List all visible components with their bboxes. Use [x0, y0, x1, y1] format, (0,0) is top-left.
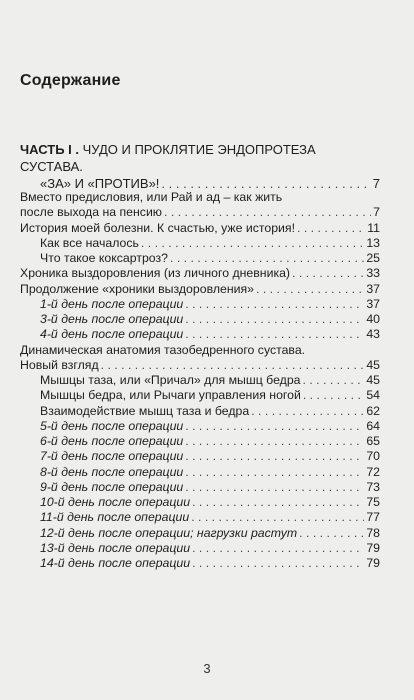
toc-entry-title: 12-й день после операции; нагрузки растут — [40, 525, 298, 540]
toc-entry-title: после выхода на пенсию — [20, 205, 163, 220]
toc-entry-page: 37 — [366, 281, 380, 296]
toc-entry-page: 64 — [366, 418, 380, 433]
toc-entry — [20, 404, 380, 419]
toc-entry-page: 43 — [366, 327, 380, 342]
leader-dots — [192, 556, 364, 570]
toc-entry — [20, 282, 380, 297]
leader-dots — [185, 312, 364, 326]
toc-entry — [20, 190, 380, 205]
part-one-heading — [20, 141, 380, 192]
leader-dots — [251, 404, 364, 418]
part-title-line-1 — [20, 141, 380, 175]
toc-entry — [20, 312, 380, 327]
toc-entry-page: 70 — [366, 449, 380, 464]
leader-dots — [185, 449, 364, 463]
toc-entry-title: 13-й день после операции — [40, 540, 191, 555]
toc-entry-title: Мышцы таза, или «Причал» для мышц бедра — [40, 373, 301, 387]
toc-entry — [20, 358, 380, 373]
toc-entry — [20, 419, 380, 434]
toc-entry-page: 11 — [367, 220, 380, 235]
leader-dots — [101, 358, 365, 372]
leader-dots — [303, 373, 365, 387]
toc-entry — [20, 541, 380, 556]
leader-dots — [185, 465, 364, 479]
leader-dots — [297, 221, 365, 235]
toc-entry — [20, 236, 380, 251]
toc-entry-page: 25 — [366, 251, 380, 265]
part-page: 7 — [372, 176, 380, 191]
leader-dots — [185, 419, 364, 433]
toc-entry-page: 45 — [366, 373, 380, 387]
part-title-text: ЧУДО И ПРОКЛЯТИЕ ЭНДОПРОТЕЗА СУСТАВА. — [20, 142, 316, 174]
toc-entry — [20, 495, 380, 510]
toc-entry-page: 40 — [366, 312, 380, 326]
toc-entry-page: 79 — [366, 556, 380, 570]
leader-dots — [256, 282, 364, 296]
leader-dots — [299, 526, 364, 540]
toc-entry-title: Динамическая анатомия тазобедренного сустава. — [20, 342, 306, 357]
toc-entry-title: 4-й день после операции — [40, 327, 184, 342]
toc-entry — [20, 327, 380, 342]
toc-entry-title: Хроника выздоровления (из личного дневника) — [20, 266, 291, 281]
toc-entry — [20, 221, 380, 236]
toc-entry-title: Как все началось — [40, 235, 139, 250]
toc-entry — [20, 388, 380, 403]
toc-entry — [20, 251, 380, 266]
toc-entry — [20, 510, 380, 525]
toc-entry-title: Мышцы бедра, или Рычаги управления ногой — [40, 388, 301, 403]
leader-dots — [170, 251, 364, 265]
leader-dots — [292, 266, 364, 280]
toc-entry-title: 8-й день после операции — [40, 464, 184, 479]
toc-entry-page: 78 — [366, 525, 380, 540]
toc-entry-title: 7-й день после операции — [40, 449, 184, 464]
toc-entry — [20, 526, 380, 541]
toc-entry-page: 45 — [366, 357, 380, 372]
toc-entry-title: 1-й день после операции — [40, 296, 184, 311]
toc-entry — [20, 373, 380, 388]
toc-entry-page: 37 — [366, 296, 380, 311]
page-number: 3 — [203, 661, 211, 676]
toc-entry-title: 10-й день после операции — [40, 495, 191, 509]
toc-entry — [20, 480, 380, 495]
leader-dots — [191, 510, 364, 524]
toc-entry-title: 14-й день после операции — [40, 556, 191, 570]
leader-dots — [185, 480, 364, 494]
toc-entry — [20, 434, 380, 449]
toc-entry-title: Вместо предисловия, или Рай и ад – как жить — [20, 190, 283, 204]
part-label: ЧАСТЬ I . — [20, 142, 79, 157]
toc-entry-title: Что такое коксартроз? — [40, 251, 168, 265]
toc-entry-title: 3-й день после операции — [40, 312, 184, 326]
toc-entry-page: 7 — [373, 205, 380, 220]
toc-entry-title: 6-й день после операции — [40, 434, 184, 448]
toc-entry-title: Взаимодействие мышц таза и бедра — [40, 403, 250, 418]
toc-entry-page: 77 — [366, 510, 380, 525]
toc-entry — [20, 449, 380, 464]
leader-dots — [185, 327, 364, 341]
toc-entry-page: 65 — [366, 434, 380, 448]
leader-dots — [192, 495, 364, 509]
toc-entry-page: 73 — [366, 479, 380, 494]
toc-entry-title: 9-й день после операции — [40, 479, 184, 494]
toc-entry — [20, 297, 380, 312]
toc-entry — [20, 556, 380, 571]
toc-entry-page: 75 — [366, 495, 380, 509]
toc-entry — [20, 205, 380, 220]
toc-entry-page: 13 — [366, 235, 380, 250]
toc-entry-title: Продолжение «хроники выздоровления» — [20, 281, 254, 296]
leader-dots — [185, 434, 364, 448]
toc-entry — [20, 343, 380, 358]
toc-entry-page: 79 — [366, 540, 380, 555]
leader-dots — [164, 205, 371, 219]
toc-entry-title: 11-й день после операции — [40, 510, 190, 525]
part-title-continued: «ЗА» И «ПРОТИВ»! — [40, 176, 160, 191]
leader-dots — [192, 541, 364, 555]
leader-dots — [185, 297, 364, 311]
toc-entry-title: 5-й день после операции — [40, 418, 184, 433]
toc-entry — [20, 266, 380, 281]
toc-heading: Содержание — [20, 72, 121, 89]
toc-entry-page: 33 — [366, 266, 380, 281]
toc-entry-page: 62 — [366, 403, 380, 418]
toc-list — [20, 190, 380, 571]
toc-entry-page: 72 — [366, 464, 380, 479]
leader-dots — [141, 236, 364, 250]
leader-dots — [303, 388, 364, 402]
toc-entry-page: 54 — [366, 388, 380, 403]
toc-entry-title: Новый взгляд — [20, 357, 99, 372]
toc-entry-title: История моей болезни. К счастью, уже история! — [20, 220, 295, 235]
toc-entry — [20, 465, 380, 480]
